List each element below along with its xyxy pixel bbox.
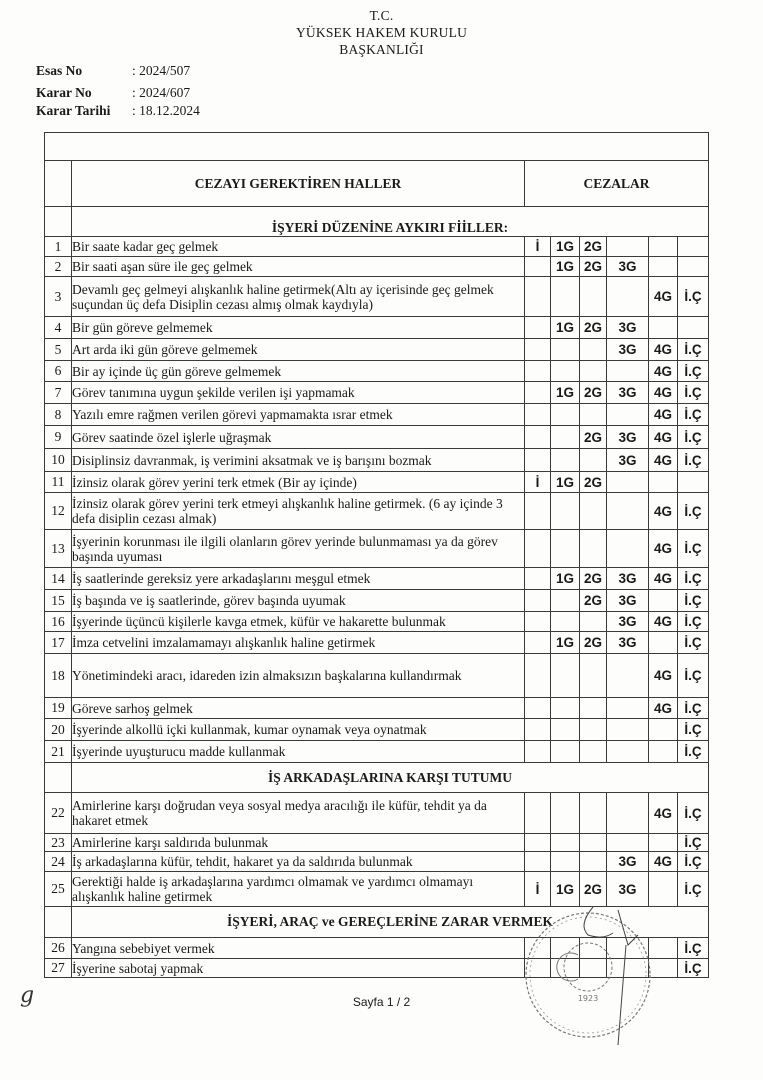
penalty-cell: [607, 472, 649, 493]
penalty-cell: [551, 590, 580, 612]
row-number: 21: [45, 741, 72, 763]
penalty-cell: [649, 959, 678, 978]
row-number: 22: [45, 793, 72, 834]
table-top-blank-row: [45, 133, 709, 161]
table-row: [45, 698, 709, 719]
offense-text: İzinsiz olarak görev yerini terk etmeyi alışkanlık haline getirmek. (6 ay içinde 3 defa disiplin cezası almak): [72, 493, 525, 530]
row-number: 27: [45, 959, 72, 978]
table-row: [45, 449, 709, 472]
penalty-cell: 4G: [649, 382, 678, 404]
offense-text: İşyerinde üçüncü kişilerle kavga etmek, küfür ve hakarette bulunmak: [72, 612, 525, 632]
penalty-cell: [525, 852, 551, 872]
table-row: [45, 834, 709, 852]
penalty-table: [44, 132, 709, 978]
penalty-cell: İ.Ç: [678, 449, 709, 472]
table-row: [45, 568, 709, 590]
penalty-cell: [551, 959, 580, 978]
row-number: 1: [45, 237, 72, 257]
row-number: 26: [45, 938, 72, 959]
row-number: 10: [45, 449, 72, 472]
header-institution: YÜKSEK HAKEM KURULU: [295, 25, 468, 40]
penalty-cell: [525, 493, 551, 530]
penalty-cell: 4G: [649, 339, 678, 361]
row-number: 12: [45, 493, 72, 530]
penalty-cell: [525, 339, 551, 361]
penalty-cell: [525, 959, 551, 978]
penalty-cell: 2G: [580, 257, 607, 277]
penalty-cell: 3G: [607, 317, 649, 339]
offense-text: Bir ay içinde üç gün göreve gelmemek: [72, 361, 525, 382]
stamp-year: 1923: [577, 994, 599, 1003]
penalty-cell: 3G: [607, 872, 649, 907]
penalty-cell: 1G: [551, 237, 580, 257]
penalty-cell: İ.Ç: [678, 654, 709, 698]
row-number: 20: [45, 719, 72, 741]
offense-text: Yazılı emre rağmen verilen görevi yapmamakta ısrar etmek: [72, 404, 525, 426]
penalty-cell: [551, 404, 580, 426]
row-number: 24: [45, 852, 72, 872]
row-number: 25: [45, 872, 72, 907]
penalty-cell: [649, 257, 678, 277]
karar-label: Karar No: [36, 85, 92, 100]
penalty-cell: [551, 612, 580, 632]
penalty-cell: İ.Ç: [678, 852, 709, 872]
penalty-cell: [551, 449, 580, 472]
penalty-cell: [649, 719, 678, 741]
penalty-cell: [580, 277, 607, 317]
penalty-cell: 4G: [649, 277, 678, 317]
offense-text: Görev tanımına uygun şekilde verilen işi yapmamak: [72, 382, 525, 404]
penalty-cell: [551, 339, 580, 361]
table-row: [45, 472, 709, 493]
penalty-cell: [580, 654, 607, 698]
penalty-cell: [551, 741, 580, 763]
penalty-cell: İ.Ç: [678, 530, 709, 568]
meta-esas: [36, 63, 190, 79]
page-number: Sayfa 1 / 2: [352, 995, 411, 1009]
penalty-cell: İ.Ç: [678, 872, 709, 907]
offense-text: İşyerine sabotaj yapmak: [72, 959, 525, 978]
penalty-cell: [607, 404, 649, 426]
penalty-cell: [551, 719, 580, 741]
offense-text: İzinsiz olarak görev yerini terk etmek (Bir ay içinde): [72, 472, 525, 493]
penalty-cell: 2G: [580, 382, 607, 404]
penalty-cell: [607, 654, 649, 698]
penalty-cell: [580, 793, 607, 834]
offense-text: İş saatlerinde gereksiz yere arkadaşlarını meşgul etmek: [72, 568, 525, 590]
offense-text: Göreve sarhoş gelmek: [72, 698, 525, 719]
penalty-cell: 1G: [551, 568, 580, 590]
penalty-cell: [580, 612, 607, 632]
penalty-cell: 4G: [649, 698, 678, 719]
penalty-cell: 3G: [607, 590, 649, 612]
penalty-cell: İ.Ç: [678, 493, 709, 530]
table-row: [45, 257, 709, 277]
row-number: 18: [45, 654, 72, 698]
penalty-cell: [525, 834, 551, 852]
penalty-cell: [525, 449, 551, 472]
row-number: 15: [45, 590, 72, 612]
table-row: [45, 938, 709, 959]
row-number: 4: [45, 317, 72, 339]
penalty-cell: [580, 959, 607, 978]
penalty-cell: [525, 632, 551, 654]
penalty-cell: [551, 793, 580, 834]
penalty-cell: [551, 493, 580, 530]
penalty-cell: [525, 317, 551, 339]
penalty-cell: İ.Ç: [678, 938, 709, 959]
offense-text: İşyerinde alkollü içki kullanmak, kumar oynamak veya oynatmak: [72, 719, 525, 741]
penalty-cell: 1G: [551, 257, 580, 277]
penalty-cell: İ.Ç: [678, 404, 709, 426]
tarih-value: : 18.12.2024: [132, 103, 200, 118]
penalty-cell: 4G: [649, 426, 678, 449]
esas-value: : 2024/507: [132, 63, 191, 78]
offense-text: İmza cetvelini imzalamamayı alışkanlık haline getirmek: [72, 632, 525, 654]
table-row: [45, 719, 709, 741]
penalty-cell: 2G: [580, 237, 607, 257]
offense-text: Art arda iki gün göreve gelmemek: [72, 339, 525, 361]
penalty-cell: 1G: [551, 632, 580, 654]
row-number: 23: [45, 834, 72, 852]
table-row: [45, 317, 709, 339]
penalty-cell: [607, 834, 649, 852]
penalty-cell: [678, 317, 709, 339]
penalty-cell: [607, 959, 649, 978]
penalty-cell: [649, 741, 678, 763]
offense-text: Yönetimindeki aracı, idareden izin almaksızın başkalarına kullandırmak: [72, 654, 525, 698]
penalty-cell: [649, 834, 678, 852]
penalty-cell: [580, 834, 607, 852]
penalty-cell: İ.Ç: [678, 426, 709, 449]
tarih-label: Karar Tarihi: [36, 103, 111, 118]
penalty-cell: [649, 872, 678, 907]
penalty-cell: [580, 698, 607, 719]
table-row: [45, 612, 709, 632]
table-row: [45, 530, 709, 568]
penalty-cell: [580, 449, 607, 472]
penalty-cell: [551, 938, 580, 959]
penalty-cell: 3G: [607, 632, 649, 654]
table-row: [45, 339, 709, 361]
penalty-cell: İ.Ç: [678, 382, 709, 404]
row-number: 6: [45, 361, 72, 382]
penalty-cell: 4G: [649, 530, 678, 568]
table-row: [45, 361, 709, 382]
penalty-cell: [678, 472, 709, 493]
table-row: [45, 237, 709, 257]
offense-text: Gerektiği halde iş arkadaşlarına yardımcı olmamak ve yardımcı olmamayı alışkanlık haline getirmek: [72, 872, 525, 907]
penalty-cell: İ.Ç: [678, 568, 709, 590]
offense-text: Görev saatinde özel işlerle uğraşmak: [72, 426, 525, 449]
section-header-row: [45, 207, 709, 237]
signature-mark: g: [20, 983, 35, 1008]
penalty-cell: 2G: [580, 317, 607, 339]
penalty-cell: 2G: [580, 472, 607, 493]
offense-text: Yangına sebebiyet vermek: [72, 938, 525, 959]
header-presidency: BAŞKANLIĞI: [339, 42, 424, 57]
row-number: 3: [45, 277, 72, 317]
penalty-cell: [649, 632, 678, 654]
penalty-cell: 3G: [607, 257, 649, 277]
penalty-cell: 4G: [649, 654, 678, 698]
penalty-cell: İ: [525, 472, 551, 493]
table-row: [45, 277, 709, 317]
penalty-cell: [607, 237, 649, 257]
table-row: [45, 404, 709, 426]
penalty-cell: [551, 654, 580, 698]
row-number: 11: [45, 472, 72, 493]
row-number: 2: [45, 257, 72, 277]
table-row: [45, 632, 709, 654]
karar-value: : 2024/607: [132, 85, 191, 100]
penalty-cell: [551, 530, 580, 568]
penalty-cell: 4G: [649, 404, 678, 426]
penalty-cell: [525, 741, 551, 763]
penalty-cell: [607, 530, 649, 568]
penalty-cell: [525, 654, 551, 698]
section-title: İŞYERİ, ARAÇ ve GEREÇLERİNE ZARAR VERMEK: [72, 907, 709, 938]
esas-label: Esas No: [36, 63, 83, 78]
penalty-cell: [580, 339, 607, 361]
penalty-cell: [649, 590, 678, 612]
penalty-cell: 4G: [649, 612, 678, 632]
penalty-cell: [580, 719, 607, 741]
penalty-cell: İ.Ç: [678, 698, 709, 719]
penalty-cell: [649, 237, 678, 257]
penalty-cell: İ: [525, 872, 551, 907]
offense-text: İş arkadaşlarına küfür, tehdit, hakaret ya da saldırıda bulunmak: [72, 852, 525, 872]
section-header-row: [45, 907, 709, 938]
penalty-cell: [580, 530, 607, 568]
penalty-cell: [649, 472, 678, 493]
penalty-cell: 3G: [607, 382, 649, 404]
penalty-cell: 3G: [607, 852, 649, 872]
penalty-cell: 4G: [649, 361, 678, 382]
table-row: [45, 793, 709, 834]
penalty-cell: [607, 793, 649, 834]
penalty-cell: 1G: [551, 872, 580, 907]
penalty-cell: [649, 938, 678, 959]
penalty-cell: [525, 590, 551, 612]
row-number: 16: [45, 612, 72, 632]
row-number: 7: [45, 382, 72, 404]
table-column-header-row: [45, 161, 709, 207]
table-row: [45, 493, 709, 530]
penalty-cell: [525, 612, 551, 632]
penalty-cell: [525, 257, 551, 277]
penalty-cell: 2G: [580, 426, 607, 449]
row-number: 17: [45, 632, 72, 654]
penalty-cell: [580, 852, 607, 872]
penalty-cell: [525, 530, 551, 568]
penalty-cell: İ.Ç: [678, 793, 709, 834]
penalty-cell: İ.Ç: [678, 741, 709, 763]
penalty-cell: [525, 277, 551, 317]
penalty-cell: İ.Ç: [678, 834, 709, 852]
penalty-cell: 3G: [607, 449, 649, 472]
penalty-cell: 2G: [580, 632, 607, 654]
column-header-offenses: CEZAYI GEREKTİREN HALLER: [72, 161, 525, 207]
penalty-cell: 4G: [649, 852, 678, 872]
column-header-penalties: CEZALAR: [525, 161, 709, 207]
penalty-cell: 4G: [649, 449, 678, 472]
offense-text: Bir saati aşan süre ile geç gelmek: [72, 257, 525, 277]
meta-tarih: [36, 103, 200, 119]
penalty-cell: 3G: [607, 568, 649, 590]
penalty-cell: [607, 361, 649, 382]
offense-text: Amirlerine karşı doğrudan veya sosyal medya aracılığı ile küfür, tehdit ya da hakaret etmek: [72, 793, 525, 834]
penalty-cell: [525, 361, 551, 382]
row-number: 13: [45, 530, 72, 568]
penalty-cell: [580, 493, 607, 530]
penalty-cell: [580, 741, 607, 763]
penalty-cell: [551, 834, 580, 852]
penalty-cell: İ.Ç: [678, 719, 709, 741]
penalty-cell: 3G: [607, 426, 649, 449]
penalty-cell: [580, 404, 607, 426]
penalty-cell: [551, 426, 580, 449]
penalty-cell: İ.Ç: [678, 632, 709, 654]
penalty-cell: [551, 361, 580, 382]
penalty-cell: [607, 741, 649, 763]
penalty-cell: İ.Ç: [678, 339, 709, 361]
offense-text: Disiplinsiz davranmak, iş verimini aksatmak ve iş barışını bozmak: [72, 449, 525, 472]
penalty-cell: [580, 361, 607, 382]
table-row: [45, 654, 709, 698]
penalty-cell: [551, 852, 580, 872]
penalty-cell: [525, 404, 551, 426]
penalty-cell: [525, 698, 551, 719]
section-title: İŞYERİ DÜZENİNE AYKIRI FİİLLER:: [72, 207, 709, 237]
table-row: [45, 872, 709, 907]
penalty-cell: 4G: [649, 493, 678, 530]
penalty-cell: 3G: [607, 339, 649, 361]
penalty-cell: [580, 938, 607, 959]
table-row: [45, 852, 709, 872]
penalty-cell: [649, 317, 678, 339]
penalty-cell: 1G: [551, 382, 580, 404]
penalty-cell: [607, 719, 649, 741]
offense-text: Amirlerine karşı saldırıda bulunmak: [72, 834, 525, 852]
row-number: 8: [45, 404, 72, 426]
offense-text: Bir saate kadar geç gelmek: [72, 237, 525, 257]
table-row: [45, 959, 709, 978]
penalty-cell: [607, 493, 649, 530]
penalty-cell: 2G: [580, 872, 607, 907]
table-row: [45, 382, 709, 404]
header-tc: T.C.: [369, 8, 394, 23]
penalty-cell: İ.Ç: [678, 612, 709, 632]
row-number: 14: [45, 568, 72, 590]
table-row: [45, 590, 709, 612]
penalty-cell: 1G: [551, 472, 580, 493]
offense-text: İş başında ve iş saatlerinde, görev başında uyumak: [72, 590, 525, 612]
offense-text: Devamlı geç gelmeyi alışkanlık haline getirmek(Altı ay içerisinde geç gelmek suçundan üç defa Disiplin cezası almış olmak kaydıyla): [72, 277, 525, 317]
penalty-cell: [525, 793, 551, 834]
offense-text: İşyerinde uyuşturucu madde kullanmak: [72, 741, 525, 763]
penalty-cell: [607, 938, 649, 959]
offense-text: Bir gün göreve gelmemek: [72, 317, 525, 339]
penalty-cell: İ.Ç: [678, 590, 709, 612]
offense-text: İşyerinin korunması ile ilgili olanların görev yerinde bulunmaması ya da görev başında uyuması: [72, 530, 525, 568]
penalty-cell: [525, 426, 551, 449]
penalty-cell: 1G: [551, 317, 580, 339]
penalty-cell: [525, 382, 551, 404]
penalty-cell: 4G: [649, 568, 678, 590]
penalty-cell: [607, 277, 649, 317]
table-row: [45, 741, 709, 763]
penalty-cell: 4G: [649, 793, 678, 834]
penalty-cell: [525, 938, 551, 959]
penalty-cell: İ.Ç: [678, 277, 709, 317]
penalty-cell: 2G: [580, 568, 607, 590]
penalty-cell: İ.Ç: [678, 361, 709, 382]
section-title: İŞ ARKADAŞLARINA KARŞI TUTUMU: [72, 763, 709, 793]
penalty-cell: [551, 277, 580, 317]
penalty-cell: [678, 257, 709, 277]
penalty-cell: 2G: [580, 590, 607, 612]
row-number: 9: [45, 426, 72, 449]
penalty-cell: İ: [525, 237, 551, 257]
penalty-cell: İ.Ç: [678, 959, 709, 978]
meta-karar: [36, 85, 190, 101]
penalty-cell: [525, 719, 551, 741]
penalty-cell: [525, 568, 551, 590]
penalty-cell: 3G: [607, 612, 649, 632]
penalty-cell: [678, 237, 709, 257]
table-row: [45, 426, 709, 449]
penalty-cell: [551, 698, 580, 719]
row-number: 5: [45, 339, 72, 361]
row-number: 19: [45, 698, 72, 719]
section-header-row: [45, 763, 709, 793]
penalty-cell: [607, 698, 649, 719]
